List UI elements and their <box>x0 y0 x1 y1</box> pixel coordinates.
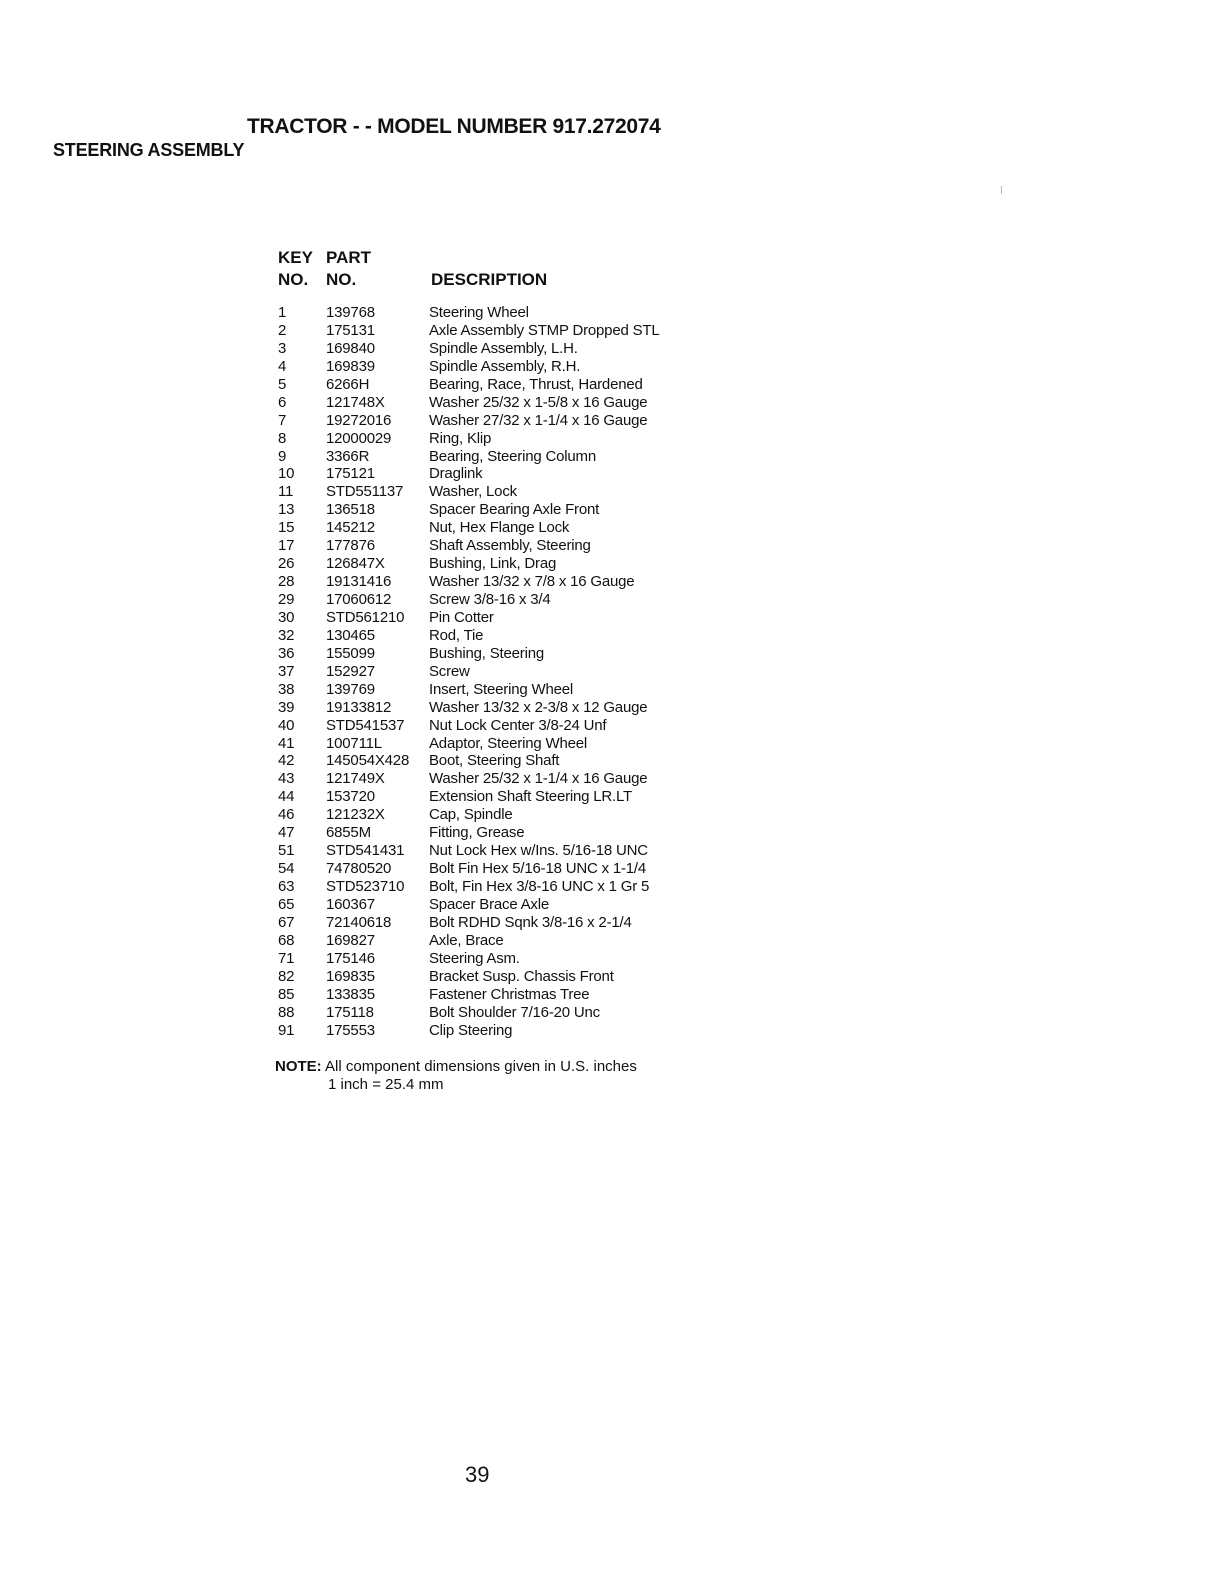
description-cell: Bolt, Fin Hex 3/8-16 UNC x 1 Gr 5 <box>429 878 650 895</box>
key-no-cell: 47 <box>278 824 295 842</box>
description-cell: Adaptor, Steering Wheel <box>429 734 587 752</box>
description-cell: Axle Assembly STMP Dropped STL <box>429 321 660 339</box>
part-no-cell: 126847X <box>326 555 385 573</box>
table-row <box>275 430 715 448</box>
key-no-cell: 71 <box>278 949 295 967</box>
table-row <box>275 555 715 573</box>
key-no-cell: 36 <box>278 644 295 662</box>
description-cell: Draglink <box>429 465 483 483</box>
header-key-line2: NO. <box>278 270 309 289</box>
part-no-cell: 6266H <box>326 375 370 393</box>
table-row <box>275 591 715 609</box>
description-cell: Shaft Assembly, Steering <box>429 537 591 555</box>
table-row <box>275 394 715 412</box>
description-cell: Washer 27/32 x 1-1/4 x 16 Gauge <box>429 411 648 429</box>
description-cell: Bushing, Link, Drag <box>429 555 557 573</box>
key-no-cell: 3 <box>278 339 287 357</box>
table-row <box>275 914 715 932</box>
description-cell: Screw 3/8-16 x 3/4 <box>429 591 551 608</box>
part-no-cell: 133835 <box>326 985 375 1003</box>
table-row <box>275 322 715 340</box>
description-cell: Spacer Brace Axle <box>429 895 549 913</box>
key-no-cell: 41 <box>278 734 295 752</box>
key-no-cell: 63 <box>278 878 295 895</box>
description-cell: Fitting, Grease <box>429 824 525 842</box>
description-cell: Axle, Brace <box>429 931 504 949</box>
key-no-cell: 88 <box>278 1003 295 1021</box>
key-no-cell: 85 <box>278 985 295 1003</box>
part-no-cell: 155099 <box>326 644 375 662</box>
key-no-cell: 8 <box>278 429 287 447</box>
table-row <box>275 483 715 501</box>
description-cell: Bolt RDHD Sqnk 3/8-16 x 2-1/4 <box>429 913 632 931</box>
description-cell: Extension Shaft Steering LR.LT <box>429 788 633 806</box>
part-no-cell: 169839 <box>326 357 375 375</box>
key-no-cell: 30 <box>278 608 295 626</box>
description-cell: Bearing, Race, Thrust, Hardened <box>429 375 643 393</box>
description-cell: Bolt Fin Hex 5/16-18 UNC x 1-1/4 <box>429 860 647 878</box>
table-row <box>275 573 715 591</box>
part-no-cell: 139768 <box>326 304 375 321</box>
part-no-cell: STD541537 <box>326 716 405 734</box>
table-row <box>275 663 715 681</box>
table-row <box>275 645 715 663</box>
description-cell: Insert, Steering Wheel <box>429 680 574 698</box>
table-row <box>275 681 715 699</box>
table-row <box>275 537 715 555</box>
table-row <box>275 717 715 735</box>
key-no-cell: 65 <box>278 895 295 913</box>
note-label: NOTE: <box>275 1058 322 1075</box>
part-no-cell: 175131 <box>326 321 375 339</box>
description-cell: Pin Cotter <box>429 608 494 626</box>
table-row <box>275 824 715 842</box>
part-no-cell: 12000029 <box>326 429 392 447</box>
parts-table-body <box>275 304 715 1039</box>
table-row <box>275 860 715 878</box>
part-no-cell: 19133812 <box>326 698 392 716</box>
part-no-cell: 72140618 <box>326 913 392 931</box>
key-no-cell: 1 <box>278 304 287 321</box>
key-no-cell: 91 <box>278 1021 295 1039</box>
table-row <box>275 968 715 986</box>
page-number: 39 <box>465 1462 490 1487</box>
part-no-cell: 169840 <box>326 339 375 357</box>
key-no-cell: 15 <box>278 519 295 537</box>
description-cell: Bearing, Steering Column <box>429 447 596 465</box>
dimension-note <box>275 1058 637 1094</box>
part-no-cell: 145212 <box>326 519 375 537</box>
description-cell: Washer 13/32 x 7/8 x 16 Gauge <box>429 573 635 591</box>
part-no-cell: 152927 <box>326 662 375 680</box>
header-description: DESCRIPTION <box>431 270 548 289</box>
key-no-cell: 54 <box>278 860 295 878</box>
key-no-cell: 39 <box>278 698 295 716</box>
table-row <box>275 932 715 950</box>
description-cell: Nut, Hex Flange Lock <box>429 519 570 537</box>
table-row <box>275 735 715 753</box>
part-no-cell: 175553 <box>326 1021 375 1039</box>
key-no-cell: 13 <box>278 501 295 519</box>
table-row <box>275 412 715 430</box>
key-no-cell: 17 <box>278 537 295 555</box>
description-cell: Bushing, Steering <box>429 644 545 662</box>
key-no-cell: 2 <box>278 321 287 339</box>
key-no-cell: 29 <box>278 591 295 608</box>
table-row <box>275 986 715 1004</box>
parts-table-header <box>275 248 715 292</box>
note-line1: All component dimensions given in U.S. inches <box>325 1058 637 1075</box>
part-no-cell: 177876 <box>326 537 375 555</box>
description-cell: Washer 25/32 x 1-5/8 x 16 Gauge <box>429 393 648 411</box>
part-no-cell: 175121 <box>326 465 375 483</box>
description-cell: Steering Wheel <box>429 304 529 321</box>
key-no-cell: 43 <box>278 770 295 788</box>
part-no-cell: STD541431 <box>326 842 405 860</box>
part-no-cell: 121232X <box>326 806 385 824</box>
table-row <box>275 340 715 358</box>
key-no-cell: 10 <box>278 465 295 483</box>
description-cell: Clip Steering <box>429 1021 513 1039</box>
key-no-cell: 7 <box>278 411 287 429</box>
description-cell: Screw <box>429 662 470 680</box>
key-no-cell: 67 <box>278 913 295 931</box>
header-part-line2: NO. <box>326 270 357 289</box>
table-row <box>275 1004 715 1022</box>
key-no-cell: 9 <box>278 447 287 465</box>
key-no-cell: 40 <box>278 716 295 734</box>
table-row <box>275 896 715 914</box>
part-no-cell: 169827 <box>326 931 375 949</box>
description-cell: Boot, Steering Shaft <box>429 752 560 770</box>
description-cell: Washer, Lock <box>429 483 517 501</box>
part-no-cell: STD523710 <box>326 878 405 895</box>
table-row <box>275 304 715 322</box>
part-no-cell: 160367 <box>326 895 375 913</box>
part-no-cell: 100711L <box>326 734 382 752</box>
description-cell: Washer 13/32 x 2-3/8 x 12 Gauge <box>429 698 648 716</box>
part-no-cell: 19131416 <box>326 573 392 591</box>
description-cell: Nut Lock Center 3/8-24 Unf <box>429 716 607 734</box>
part-no-cell: 121749X <box>326 770 385 788</box>
description-cell: Washer 25/32 x 1-1/4 x 16 Gauge <box>429 770 648 788</box>
part-no-cell: 153720 <box>326 788 375 806</box>
table-row <box>275 950 715 968</box>
parts-table <box>275 248 715 1039</box>
key-no-cell: 26 <box>278 555 295 573</box>
table-row <box>275 699 715 717</box>
table-row <box>275 519 715 537</box>
part-no-cell: STD561210 <box>326 608 405 626</box>
table-row <box>275 609 715 627</box>
key-no-cell: 28 <box>278 573 295 591</box>
part-no-cell: 169835 <box>326 967 375 985</box>
description-cell: Steering Asm. <box>429 949 520 967</box>
key-no-cell: 11 <box>278 483 294 501</box>
description-cell: Fastener Christmas Tree <box>429 985 590 1003</box>
part-no-cell: 139769 <box>326 680 375 698</box>
part-no-cell: 6855M <box>326 824 371 842</box>
description-cell: Cap, Spindle <box>429 806 513 824</box>
table-row <box>275 465 715 483</box>
part-no-cell: 74780520 <box>326 860 392 878</box>
key-no-cell: 37 <box>278 662 295 680</box>
key-no-cell: 5 <box>278 375 287 393</box>
table-row <box>275 770 715 788</box>
description-cell: Bracket Susp. Chassis Front <box>429 967 614 985</box>
document-title: TRACTOR - - MODEL NUMBER 917.272074 <box>247 115 661 138</box>
table-row <box>275 752 715 770</box>
part-no-cell: 145054X428 <box>326 752 410 770</box>
header-key-line1: KEY <box>278 248 313 267</box>
part-no-cell: 136518 <box>326 501 375 519</box>
scan-speck <box>1001 186 1002 194</box>
description-cell: Ring, Klip <box>429 429 492 447</box>
section-title: STEERING ASSEMBLY <box>53 140 245 160</box>
part-no-cell: 17060612 <box>326 591 392 608</box>
table-row <box>275 878 715 896</box>
description-cell: Spacer Bearing Axle Front <box>429 501 600 519</box>
part-no-cell: 121748X <box>326 393 385 411</box>
key-no-cell: 82 <box>278 967 295 985</box>
key-no-cell: 51 <box>278 842 295 860</box>
description-cell: Nut Lock Hex w/Ins. 5/16-18 UNC <box>429 842 648 860</box>
part-no-cell: 175146 <box>326 949 375 967</box>
key-no-cell: 38 <box>278 680 295 698</box>
table-row <box>275 1022 715 1040</box>
table-row <box>275 842 715 860</box>
description-cell: Rod, Tie <box>429 626 484 644</box>
key-no-cell: 42 <box>278 752 295 770</box>
key-no-cell: 68 <box>278 931 295 949</box>
table-row <box>275 358 715 376</box>
part-no-cell: 19272016 <box>326 411 392 429</box>
key-no-cell: 4 <box>278 357 287 375</box>
table-row <box>275 501 715 519</box>
description-cell: Bolt Shoulder 7/16-20 Unc <box>429 1003 600 1021</box>
part-no-cell: 175118 <box>326 1003 374 1021</box>
key-no-cell: 44 <box>278 788 295 806</box>
header-part-line1: PART <box>326 248 372 267</box>
table-row <box>275 376 715 394</box>
key-no-cell: 46 <box>278 806 295 824</box>
table-row <box>275 627 715 645</box>
description-cell: Spindle Assembly, R.H. <box>429 357 581 375</box>
description-cell: Spindle Assembly, L.H. <box>429 339 578 357</box>
table-row <box>275 788 715 806</box>
key-no-cell: 32 <box>278 626 295 644</box>
table-row <box>275 448 715 466</box>
part-no-cell: 130465 <box>326 626 375 644</box>
note-line2: 1 inch = 25.4 mm <box>328 1076 444 1093</box>
part-no-cell: 3366R <box>326 447 370 465</box>
key-no-cell: 6 <box>278 393 287 411</box>
part-no-cell: STD551137 <box>326 483 404 501</box>
table-row <box>275 806 715 824</box>
